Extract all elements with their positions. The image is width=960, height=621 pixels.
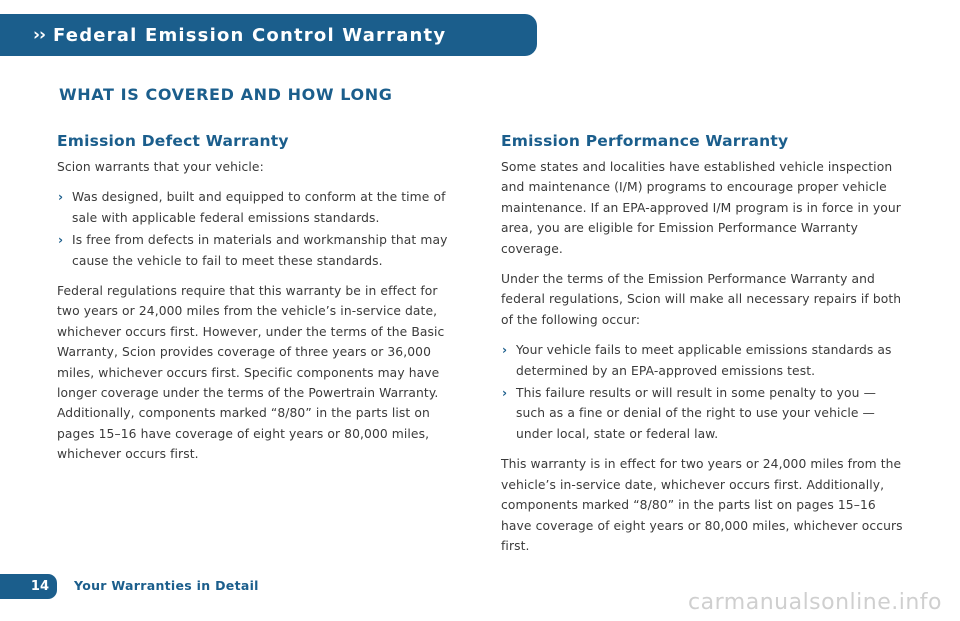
page-number-tab (0, 574, 57, 599)
emission-performance-paragraph-1: Some states and localities have established vehicle inspection and maintenance (I/M) programs to encourage proper vehicle maintenance. If an EPA-approved I/M program is in force in your area, you are eligible for Emission Performance Warranty coverage. (501, 160, 901, 256)
bullet-chevron-icon: › (58, 190, 64, 205)
page-header-title: Federal Emission Control Warranty (53, 24, 447, 46)
emission-defect-bullet-list (57, 187, 452, 271)
list-item (501, 340, 906, 381)
page-header-tab (0, 14, 537, 56)
list-item-text: This failure results or will result in some penalty to you — such as a fine or denial of the right to use your vehicle — under local, state or federal law. (516, 386, 876, 441)
emission-performance-paragraph-2: Under the terms of the Emission Performance Warranty and federal regulations, Scion will make all necessary repairs if both of the following occur: (501, 272, 902, 327)
list-item-text: Is free from defects in materials and workmanship that may cause the vehicle to fail to meet these standards. (72, 233, 448, 268)
emission-defect-body: Federal regulations require that this warranty be in effect for two years or 24,000 miles from the vehicle’s in-service date, whichever occurs first. However, under the terms of the Basic Warranty, Scion provides coverage of three years or 36,000 miles, whichever occurs first. Specific components may have longer coverage under the terms of the Powertrain Warranty. Additionally, components marked “8/80” in the parts list on pages 15–16 have coverage of eight years or 80,000 miles, whichever occurs first. (57, 284, 445, 462)
list-item (57, 230, 452, 271)
emission-performance-paragraph-3: This warranty is in effect for two years or 24,000 miles from the vehicle’s in-service date, whichever occurs first. Additionally, components marked “8/80” in the parts list on pages 15–16 have coverage of eight years or 80,000 miles, whichever occurs first. (501, 457, 903, 553)
emission-defect-intro: Scion warrants that your vehicle: (57, 160, 264, 174)
emission-defect-heading: Emission Defect Warranty (57, 132, 289, 150)
bullet-chevron-icon: › (502, 386, 508, 401)
watermark: carmanualsonline.info (688, 590, 942, 615)
emission-performance-heading: Emission Performance Warranty (501, 132, 789, 150)
footer-section-label: Your Warranties in Detail (74, 578, 259, 593)
page-number: 14 (30, 579, 49, 594)
section-title: WHAT IS COVERED AND HOW LONG (59, 85, 393, 104)
list-item (501, 383, 906, 444)
emission-performance-column (501, 132, 906, 566)
list-item-text: Your vehicle fails to meet applicable emissions standards as determined by an EPA-approved emissions test. (516, 343, 892, 378)
emission-defect-column (57, 132, 452, 475)
bullet-chevron-icon: › (502, 343, 508, 358)
emission-performance-bullet-list (501, 340, 906, 444)
double-chevron-icon: ›› (33, 25, 46, 45)
list-item (57, 187, 452, 228)
bullet-chevron-icon: › (58, 233, 64, 248)
list-item-text: Was designed, built and equipped to conform at the time of sale with applicable federal emissions standards. (72, 190, 446, 225)
